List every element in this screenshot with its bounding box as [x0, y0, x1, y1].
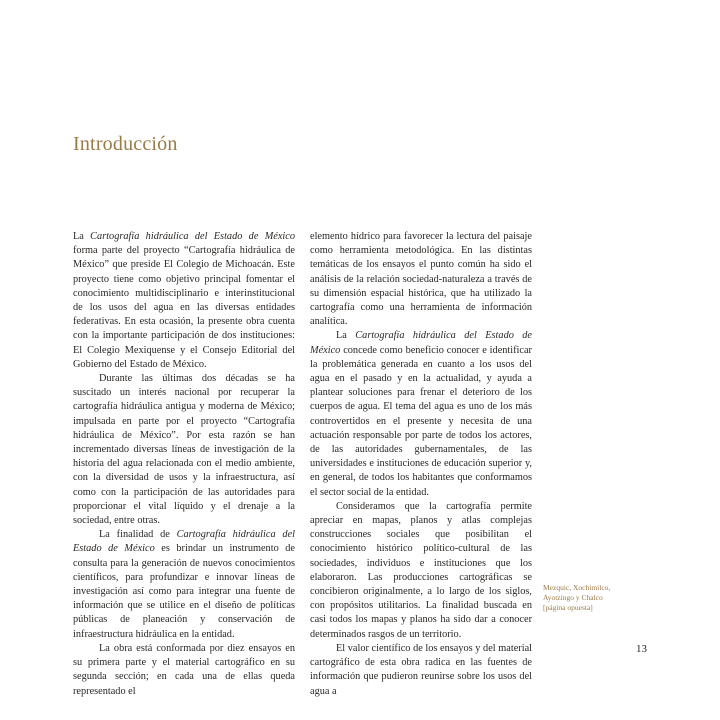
paragraph: [73, 230, 295, 372]
paragraph: El valor científico de los ensayos y del material cartográfico de esta obra radica en las fuentes de información que pudieron reunirse sobre los usos del agua a: [310, 642, 532, 697]
paragraph: La obra está conformada por diez ensayos en su primera parte y el material cartográfico en su segunda sección; en cada una de ellas queda representado el: [73, 642, 295, 697]
paragraph: [73, 528, 295, 642]
paragraph: elemento hídrico para favorecer la lectura del paisaje como herramienta metodológica. En las distintas temáticas de los ensayos el punto común ha sido el análisis de la relación sociedad-naturaleza a través de su dimensión espacial histórica, que ha utilizado la cartografía como una herramienta de información analítica.: [310, 231, 532, 328]
text-run: es brindar un instrumento de consulta para la generación de nuevos conocimientos científicos, para profundizar e innovar líneas de investigación así como para integrar una fuente de información que se utilice en el diseño de políticas públicas de planeación y conservación de infraestructura hidráulica en la entidad.: [73, 543, 295, 640]
text-column-right: [310, 230, 532, 699]
text-run: forma parte del proyecto “Cartografía hidráulica de México” que preside El Colegio de Michoacán. Este proyecto tiene como objetivo principal fomentar el conocimiento multidisciplinario e interinstitucional de los usos del agua en las diversas entidades federativas. En esta ocasión, la presente obra cuenta con la importante participación de dos instituciones: El Colegio Mexiquense y el Consejo Editorial del Gobierno del Estado de México.: [73, 245, 295, 370]
caption-line: Mezquic, Xochimilco,: [543, 583, 611, 592]
text-run: La: [73, 231, 91, 242]
paragraph: Durante las últimas dos décadas se ha suscitado un interés nacional por recuperar la cartografía hidráulica antigua y moderna de México; impulsada en parte por el proyecto “Cartografía hidráulica de México”. Por esta razón se han incrementado diversas líneas de investigación de la historia del agua relacionada con el medio ambiente, con la diversidad de usos y la infraestructura, así como con la participación de las autoridades para proporcionar el vital líquido y el drenaje a la sociedad, entre otras.: [73, 373, 295, 527]
text-run: concede como beneficio conocer e identificar la problemática generada en cuanto a los usos del agua en el pasado y en la actualidad, y ayuda a plantear soluciones para frenar el deterioro de los cuerpos de agua. El tema del agua es uno de los más controvertidos en el presente y necesita de una actuación responsable por parte de todos los actores, de las autoridades gubernamentales, de las universidades e instituciones de educación superior y, en general, de todos los habitantes que conformamos el sector social de la entidad.: [310, 344, 532, 498]
book-title: Cartografía hidráulica del Estado de México: [73, 529, 295, 555]
text-run: La: [336, 330, 356, 342]
caption-line: [página opuesta]: [543, 603, 593, 612]
text-column-left: [73, 230, 295, 699]
paragraph: Consideramos que la cartografía permite apreciar en mapas, planos y atlas complejas construcciones sociales que posibilitan el conocimiento histórico político-cultural de las sociedades, individuos e instituciones que los elaboraron. Las producciones cartográficas se concibieron originalmente, a lo largo de los siglos, con propósitos utilitarios. La finalidad buscada en casi todos los mapas y planos ha sido dar a conocer determinados rasgos de un territorio.: [310, 500, 532, 640]
book-title: Cartografía hidráulica del Estado de México: [310, 330, 533, 356]
caption-line: Ayotzingo y Chalco: [543, 593, 603, 602]
page-title: Introducción: [73, 133, 178, 156]
book-title: Cartografía hidráulica del Estado de México: [90, 231, 295, 242]
image-caption: [543, 583, 613, 613]
page-number: 13: [636, 643, 647, 655]
paragraph: [310, 329, 532, 499]
text-run: La finalidad de: [99, 529, 177, 541]
